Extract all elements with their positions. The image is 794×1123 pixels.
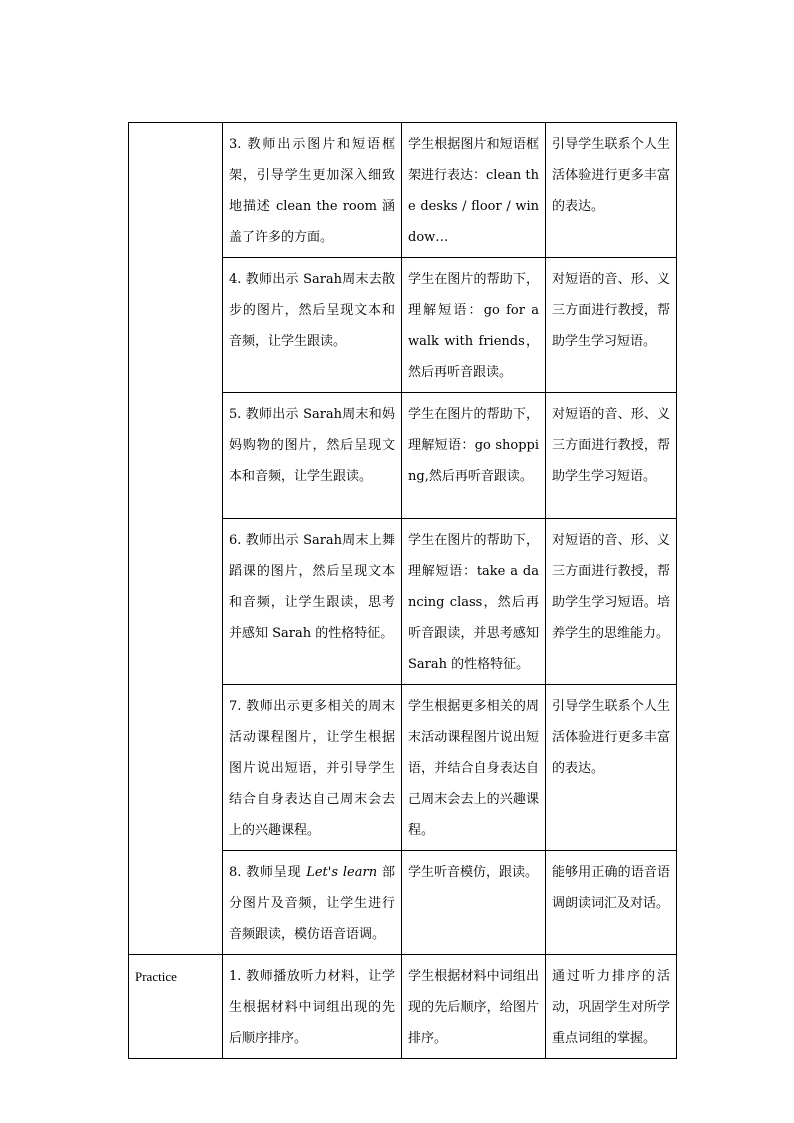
purpose-cell: 对短语的音、形、义三方面进行教授，帮助学生学习短语。培养学生的思维能力。: [546, 519, 677, 685]
student-activity-cell: 学生在图片的帮助下，理解短语：take a dancing class，然后再听音跟读，并思考感知 Sarah 的性格特征。: [402, 519, 546, 685]
teacher-activity-cell: 6. 教师出示 Sarah周末上舞蹈课的图片，然后呈现文本和音频，让学生跟读，思考并感知 Sarah 的性格特征。: [223, 519, 402, 685]
stage-cell-presentation: [129, 123, 223, 955]
student-activity-cell: 学生在图片的帮助下，理解短语：go for a walk with friends，然后再听音跟读。: [402, 258, 546, 393]
purpose-cell: 对短语的音、形、义三方面进行教授，帮助学生学习短语。: [546, 258, 677, 393]
teacher-activity-cell: 3. 教师出示图片和短语框架，引导学生更加深入细致地描述 clean the room 涵盖了许多的方面。: [223, 123, 402, 258]
student-activity-cell: 学生根据材料中词组出现的先后顺序，给图片排序。: [402, 955, 546, 1059]
student-activity-cell: 学生在图片的帮助下，理解短语：go shopping,然后再听音跟读。: [402, 393, 546, 519]
student-activity-cell: 学生听音模仿，跟读。: [402, 851, 546, 955]
purpose-cell: 通过听力排序的活动，巩固学生对所学重点词组的掌握。: [546, 955, 677, 1059]
student-activity-cell: 学生根据图片和短语框架进行表达：clean the desks / floor / window…: [402, 123, 546, 258]
teacher-text-suffix: 部分图片及音频，让学生进行音频跟读，模仿语音语调。: [229, 865, 395, 942]
teacher-activity-cell: [223, 851, 402, 955]
teacher-activity-cell: 5. 教师出示 Sarah周末和妈妈购物的图片，然后呈现文本和音频，让学生跟读。: [223, 393, 402, 519]
teacher-activity-cell: 1. 教师播放听力材料，让学生根据材料中词组出现的先后顺序排序。: [223, 955, 402, 1059]
table-row: [129, 123, 677, 258]
lets-learn-label: Let's learn: [306, 865, 378, 880]
teacher-activity-cell: 4. 教师出示 Sarah周末去散步的图片，然后呈现文本和音频，让学生跟读。: [223, 258, 402, 393]
purpose-cell: 对短语的音、形、义三方面进行教授，帮助学生学习短语。: [546, 393, 677, 519]
table-row: [129, 955, 677, 1059]
purpose-cell: 引导学生联系个人生活体验进行更多丰富的表达。: [546, 685, 677, 851]
teacher-text-prefix: 8. 教师呈现: [229, 865, 307, 880]
purpose-cell: 引导学生联系个人生活体验进行更多丰富的表达。: [546, 123, 677, 258]
purpose-cell: 能够用正确的语音语调朗读词汇及对话。: [546, 851, 677, 955]
student-activity-cell: 学生根据更多相关的周末活动课程图片说出短语，并结合自身表达自己周末会去上的兴趣课程。: [402, 685, 546, 851]
stage-cell-practice: Practice: [129, 955, 223, 1059]
teacher-activity-cell: 7. 教师出示更多相关的周末活动课程图片，让学生根据图片说出短语，并引导学生结合自身表达自己周末会去上的兴趣课程。: [223, 685, 402, 851]
lesson-plan-table: [128, 122, 677, 1059]
